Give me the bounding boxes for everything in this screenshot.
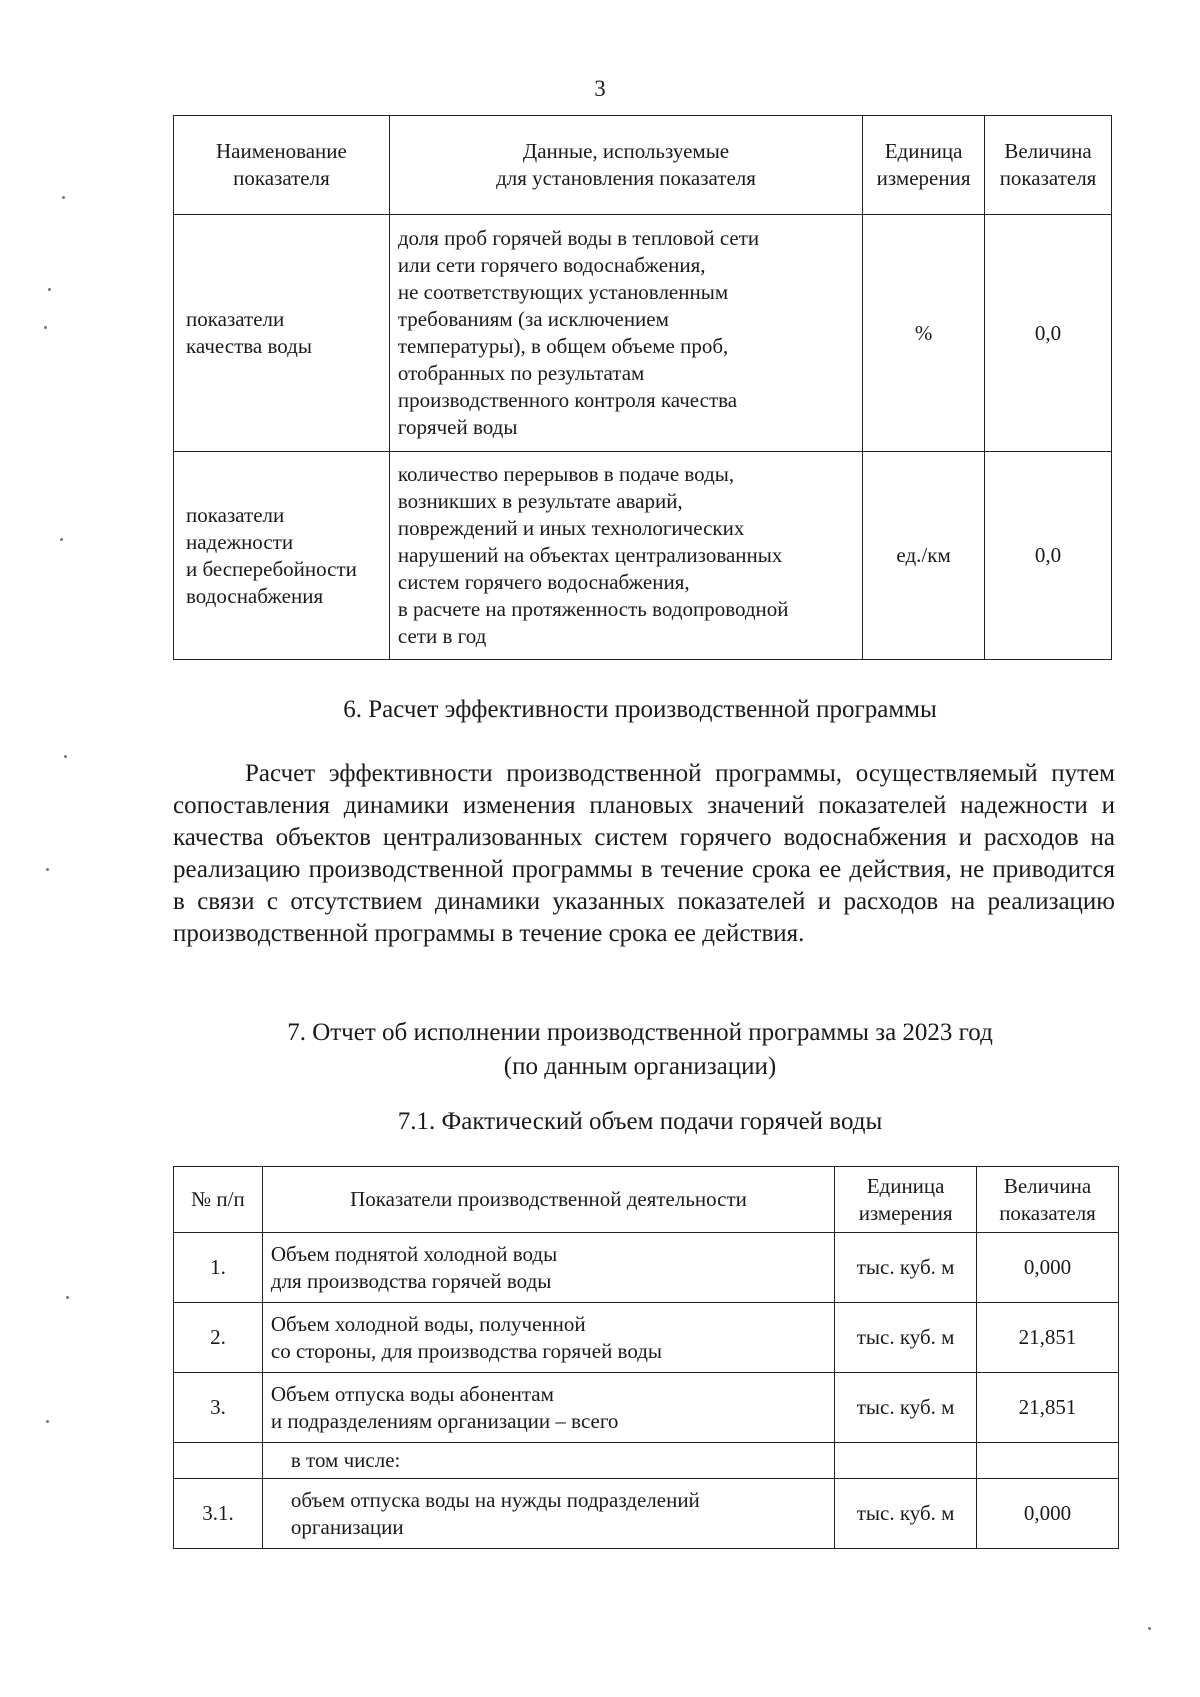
row-number: 3.1. [174,1479,263,1549]
row-number: 2. [174,1303,263,1373]
row-unit: тыс. куб. м [835,1303,977,1373]
row-indicator: объем отпуска воды на нужды подразделений организации [262,1479,834,1549]
indicator-name: показатели надежности и бесперебойности водоснабжения [174,452,390,660]
scan-speck [64,755,67,758]
table-row [174,1443,1119,1479]
page-number: 3 [594,76,606,101]
table-row [174,1373,1119,1443]
table-row [174,1479,1119,1549]
scan-speck [66,1296,69,1299]
scan-speck [46,1420,49,1423]
row-number [174,1443,263,1479]
header-value: Величина показателя [977,1167,1119,1233]
indicator-data: доля проб горячей воды в тепловой сети или сети горячего водоснабжения, не соответствующих установленным требованиям (за исключением температуры), в общем объеме проб, отобранных по результатам производственного контроля качества горячей воды [389,215,862,452]
row-value: 0,000 [977,1233,1119,1303]
header-indicator: Показатели производственной деятельности [262,1167,834,1233]
indicator-name: показатели качества воды [174,215,390,452]
row-number: 3. [174,1373,263,1443]
indicator-data: количество перерывов в подаче воды, возникших в результате аварий, повреждений и иных технологических нарушений на объектах централизованных систем горячего водоснабжения, в расчете на протяженность водопроводной сети в год [389,452,862,660]
table-row [174,1233,1119,1303]
row-unit: тыс. куб. м [835,1479,977,1549]
table-header-row [174,116,1112,215]
header-indicator-name: Наименование показателя [174,116,390,215]
section-7-heading: 7. Отчет об исполнении производственной программы за 2023 год [287,1019,993,1046]
section-6-heading: 6. Расчет эффективности производственной программы [343,696,937,723]
row-value: 21,851 [977,1373,1119,1443]
header-number: № п/п [174,1167,263,1233]
scan-speck [44,326,47,329]
row-unit: тыс. куб. м [835,1233,977,1303]
indicator-value: 0,0 [985,452,1112,660]
table-row [174,452,1112,660]
row-value [977,1443,1119,1479]
row-unit [835,1443,977,1479]
header-source-data: Данные, используемые для установления показателя [389,116,862,215]
row-indicator: Объем отпуска воды абонентам и подразделениям организации – всего [262,1373,834,1443]
indicator-unit: ед./км [863,452,985,660]
indicator-value: 0,0 [985,215,1112,452]
table-header-row [174,1167,1119,1233]
row-value: 0,000 [977,1479,1119,1549]
row-indicator: Объем холодной воды, полученной со стороны, для производства горячей воды [262,1303,834,1373]
row-number: 1. [174,1233,263,1303]
scan-speck [46,868,49,871]
header-value: Величина показателя [985,116,1112,215]
section-7-1-subheading: 7.1. Фактический объем подачи горячей воды [397,1108,883,1135]
table-row [174,215,1112,452]
quality-indicators-table [173,115,1112,660]
table-row [174,1303,1119,1373]
scan-speck [48,288,51,291]
section-7-heading-note: (по данным организации) [503,1053,777,1080]
scan-speck [60,538,63,541]
hot-water-supply-table [173,1166,1119,1549]
row-value: 21,851 [977,1303,1119,1373]
row-unit: тыс. куб. м [835,1373,977,1443]
section-6-paragraph: Расчет эффективности производственной программы, осуществляемый путем сопоставления динамики изменения плановых значений показателей надежности и качества объектов централизованных систем горячего водоснабжения и расходов на реализацию производственной программы в течение срока ее действия, не приводится в связи с отсутствием динамики указанных показателей и расходов на реализацию производственной программы в течение срока ее действия. [173,760,1115,947]
row-indicator: в том числе: [262,1443,834,1479]
indicator-unit: % [863,215,985,452]
header-unit: Единица измерения [835,1167,977,1233]
scan-speck [1148,1627,1151,1630]
scan-speck [62,196,65,199]
header-unit: Единица измерения [863,116,985,215]
row-indicator: Объем поднятой холодной воды для производства горячей воды [262,1233,834,1303]
